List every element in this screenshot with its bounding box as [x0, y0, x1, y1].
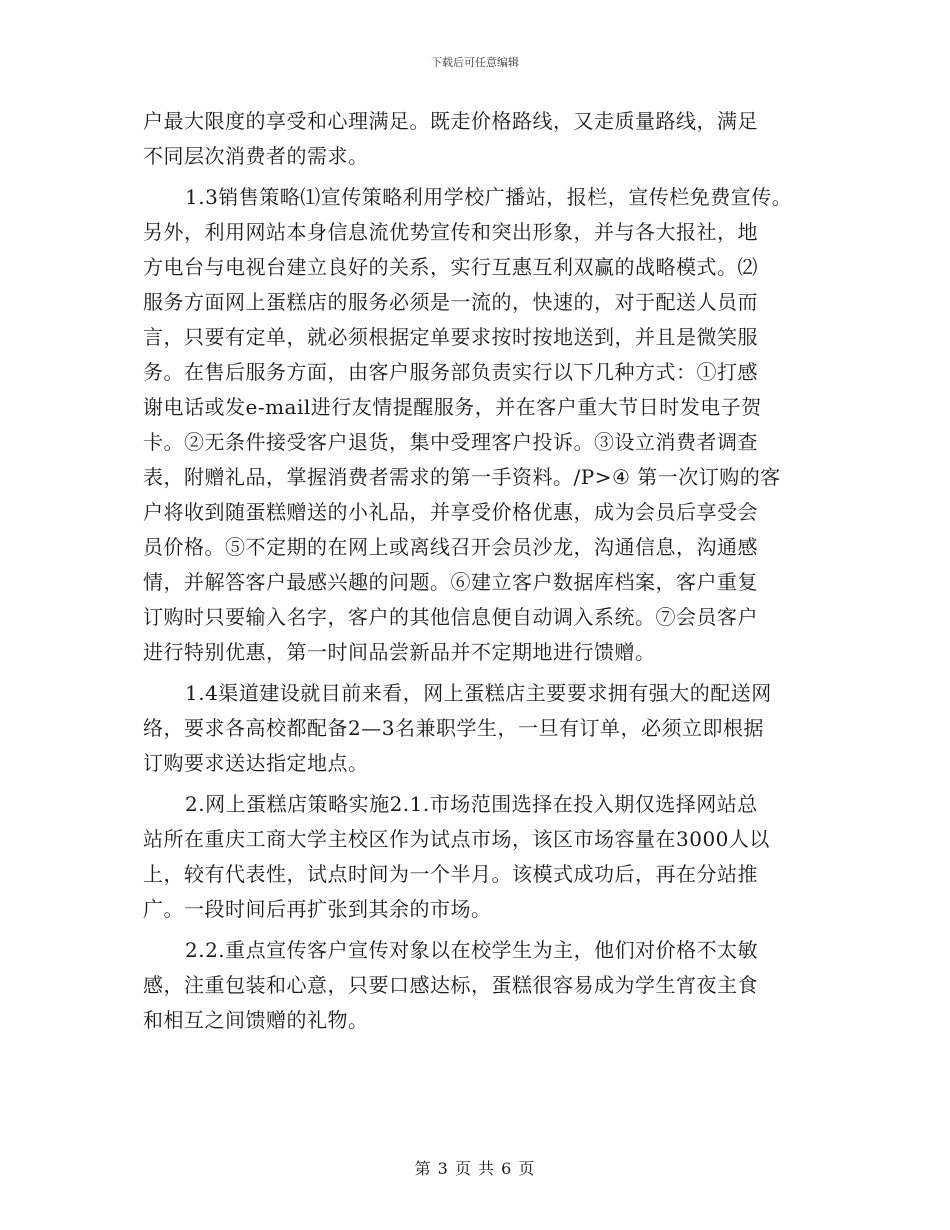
- text-line: 1.4渠道建设就目前来看，网上蛋糕店主要要求拥有强大的配送网: [185, 681, 772, 705]
- paragraph-5: [143, 933, 833, 1038]
- paragraph-4: [143, 787, 833, 927]
- text-line: 户将收到随蛋糕赠送的小礼品，并享受价格优惠，成为会员后享受会: [143, 500, 758, 524]
- text-line: 务。在售后服务方面，由客户服务部负责实行以下几种方式：①打感: [143, 360, 758, 384]
- text-line: 不同层次消费者的需求。: [143, 144, 369, 168]
- text-line: 服务方面网上蛋糕店的服务必须是一流的，快速的，对于配送人员而: [143, 290, 758, 314]
- text-line: 订购时只要输入名字，客户的其他信息便自动调入系统。⑦会员客户: [143, 605, 758, 629]
- text-line: 卡。②无条件接受客户退货，集中受理客户投诉。③设立消费者调查: [143, 430, 758, 454]
- text-line: 表，附赠礼品，掌握消费者需求的第一手资料。/P>④ 第一次订购的客: [143, 465, 781, 489]
- text-line: 感，注重包装和心意，只要口感达标，蛋糕很容易成为学生宵夜主食: [143, 973, 758, 997]
- text-line: 进行特别优惠，第一时间品尝新品并不定期地进行馈赠。: [143, 640, 656, 664]
- paragraph-2: [143, 180, 833, 670]
- document-body: [143, 104, 833, 1044]
- text-line: 情，并解答客户最感兴趣的问题。⑥建立客户数据库档案，客户重复: [143, 570, 758, 594]
- text-line: 订购要求送达指定地点。: [143, 751, 369, 775]
- text-line: 广。一段时间后再扩张到其余的市场。: [143, 897, 492, 921]
- text-line: 站所在重庆工商大学主校区作为试点市场，该区市场容量在3000人以: [143, 827, 770, 851]
- text-line: 言，只要有定单，就必须根据定单要求按时按地送到，并且是微笑服: [143, 325, 758, 349]
- page-footer: 第 3 页 共 6 页: [414, 1159, 536, 1178]
- text-line: 上，较有代表性，试点时间为一个半月。该模式成功后，再在分站推: [143, 862, 758, 886]
- text-line: 2.2.重点宣传客户宣传对象以在校学生为主，他们对价格不太敏: [185, 938, 759, 962]
- paragraph-1: [143, 104, 833, 174]
- text-line: 谢电话或发e-mail进行友情提醒服务，并在客户重大节日时发电子贺: [143, 395, 762, 419]
- paragraph-3: [143, 676, 833, 781]
- text-line: 另外，利用网站本身信息流优势宣传和突出形象，并与各大报社，地: [143, 220, 758, 244]
- page-header: 下载后可任意编辑: [431, 56, 519, 69]
- text-line: 络，要求各高校都配备2—3名兼职学生，一旦有订单，必须立即根据: [143, 716, 764, 740]
- text-line: 和相互之间馈赠的礼物。: [143, 1008, 369, 1032]
- text-line: 户最大限度的享受和心理满足。既走价格路线，又走质量路线，满足: [143, 109, 758, 133]
- text-line: 方电台与电视台建立良好的关系，实行互惠互利双赢的战略模式。⑵: [143, 255, 758, 279]
- text-line: 1.3销售策略⑴宣传策略利用学校广播站，报栏，宣传栏免费宣传。: [185, 185, 793, 209]
- text-line: 2.网上蛋糕店策略实施2.1.市场范围选择在投入期仅选择网站总: [185, 792, 758, 816]
- text-line: 员价格。⑤不定期的在网上或离线召开会员沙龙，沟通信息，沟通感: [143, 535, 758, 559]
